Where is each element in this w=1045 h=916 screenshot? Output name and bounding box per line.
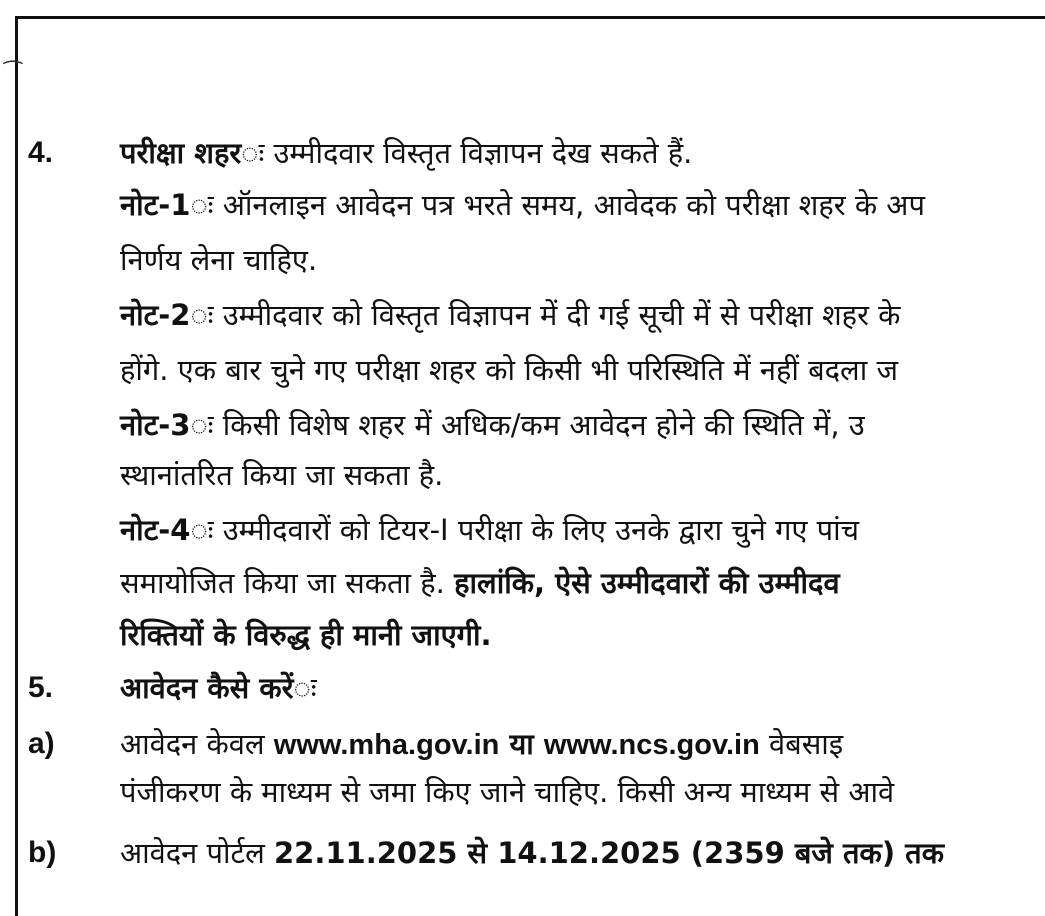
note-label: नोट-3: [120, 408, 191, 442]
note-bold-text: रिक्तियों के विरुद्ध ही मानी जाएगी.: [120, 618, 492, 652]
section-heading: परीक्षा शहर: [120, 136, 242, 170]
section-number: 5.: [28, 671, 54, 704]
note-text: ः उम्मीदवारों को टियर-I परीक्षा के लिए उनके द्वारा चुने गए पांच: [190, 513, 860, 547]
scan-artifact: ⁀: [4, 62, 22, 87]
note-text: ः किसी विशेष शहर में अधिक/कम आवेदन होने की स्थिति में, उ: [190, 408, 865, 442]
note-label: नोट-1: [120, 188, 191, 222]
item-text-or: या: [499, 727, 544, 761]
item-text: वेबसाइ: [759, 727, 844, 761]
note-label: नोट-2: [120, 298, 191, 332]
note-text: समायोजित किया जा सकता है.: [120, 566, 445, 600]
section-heading-rest: ः उम्मीदवार विस्तृत विज्ञापन देख सकते हैं.: [241, 136, 693, 170]
item-marker: a): [28, 727, 55, 760]
item-text: आवेदन पोर्टल: [120, 836, 274, 870]
section-heading-rest: ः: [293, 671, 317, 705]
note-text: निर्णय लेना चाहिए.: [120, 243, 318, 277]
note-label: नोट-4: [120, 513, 191, 547]
note-bold-text: हालांकि, ऐसे उम्मीदवारों की उम्मीदव: [454, 566, 840, 600]
website-link[interactable]: www.mha.gov.in: [273, 729, 500, 761]
item-marker: b): [28, 836, 57, 869]
item-bold-dates: 22.11.2025 से 14.12.2025 (2359 बजे तक) तक: [273, 836, 944, 870]
item-text: पंजीकरण के माध्यम से जमा किए जाने चाहिए. किसी अन्य माध्यम से आवे: [120, 775, 895, 809]
section-heading: आवेदन कैसे करें: [120, 671, 294, 705]
website-link[interactable]: www.ncs.gov.in: [543, 729, 760, 761]
note-text: होंगे. एक बार चुने गए परीक्षा शहर को किसी भी परिस्थिति में नहीं बदला ज: [120, 353, 898, 387]
note-text: ः उम्मीदवार को विस्तृत विज्ञापन में दी गई सूची में से परीक्षा शहर के: [190, 298, 901, 332]
section-number: 4.: [28, 136, 54, 169]
item-text: आवेदन केवल: [120, 727, 274, 761]
note-text: स्थानांतरित किया जा सकता है.: [120, 458, 444, 492]
note-text: ः ऑनलाइन आवेदन पत्र भरते समय, आवेदक को परीक्षा शहर के अप: [190, 188, 925, 222]
